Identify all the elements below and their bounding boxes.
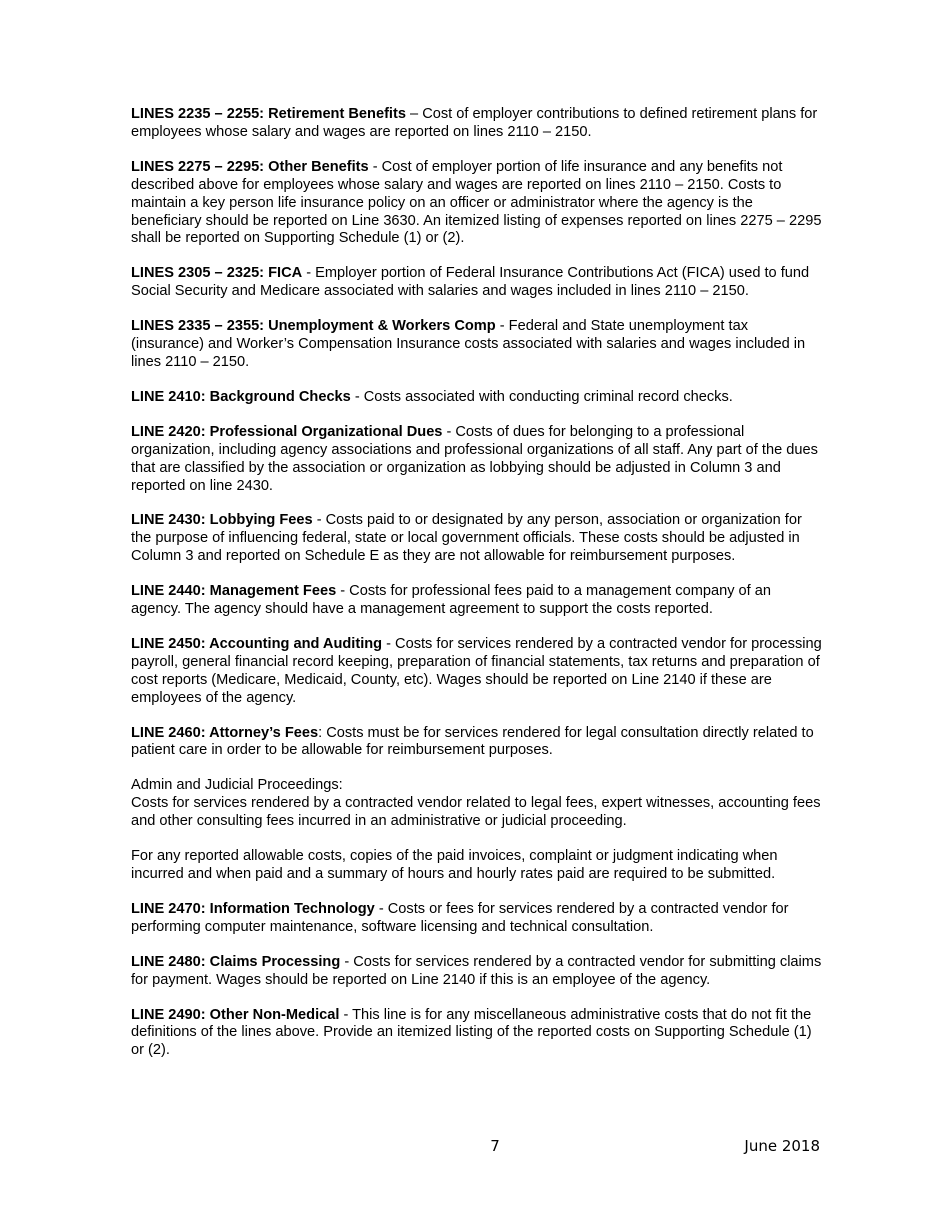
section-heading: LINE 2450: Accounting and Auditing [131, 635, 383, 652]
section-accounting-auditing [131, 636, 823, 708]
section-fica [131, 265, 823, 301]
section-lobbying-fees [131, 512, 823, 566]
section-text: - Costs for professional fees paid to a management company of an agency. The agency should have a management agreement to support the costs reported. [131, 583, 772, 618]
section-other-non-medical [131, 1007, 823, 1061]
section-text: - Cost of employer portion of life insurance and any benefits not described above for employees whose salary and wages are reported on lines 2110 – 2150. Costs to maintain a key person life insurance policy on an officer or administrator where the agency is the beneficiary should be reported on Line 3630. An itemized listing of expenses reported on lines 2275 – 2295 shall be reported on Supporting Schedule (1) or (2). [131, 158, 822, 247]
section-text: - Federal and State unemployment tax (insurance) and Worker’s Compensation Insurance costs associated with salaries and wages included in lines 2110 – 2150. [131, 318, 806, 370]
section-text: - This line is for any miscellaneous administrative costs that do not fit the definitions of the lines above. Provide an itemized listing of the reported costs on Supporting Schedule (1) or (2). [131, 1006, 812, 1059]
section-heading: LINE 2420: Professional Organizational Dues [131, 423, 443, 440]
section-heading: LINE 2430: Lobbying Fees [131, 512, 313, 529]
section-heading: LINE 2480: Claims Processing [131, 953, 341, 970]
allowable-costs-note: For any reported allowable costs, copies of the paid invoices, complaint or judgment indicating when incurred and when paid and a summary of hours and hourly rates paid are required to be submitted. [131, 848, 778, 882]
section-claims-processing [131, 954, 823, 990]
admin-proceedings-title: Admin and Judicial Proceedings: [131, 777, 343, 794]
section-text: - Costs paid to or designated by any person, association or organization for the purpose of influencing federal, state or local government officials. These costs should be adjusted in Column 3 and reported on Schedule E as they are not allowable for reimbursement purposes. [131, 512, 802, 565]
section-text: - Costs of dues for belonging to a professional organization, including agency associations and professional organizations of all staff. Any part of the dues that are classified by the association or organization as lobbying should be adjusted in Column 3 and reported on line 2430. [131, 423, 818, 494]
section-other-benefits [131, 159, 823, 249]
section-management-fees [131, 583, 823, 619]
section-heading: LINES 2235 – 2255: Retirement Benefits [131, 106, 406, 122]
section-heading: LINES 2305 – 2325: FICA [131, 265, 303, 282]
section-retirement-benefits [131, 106, 823, 142]
section-heading: LINES 2275 – 2295: Other Benefits [131, 158, 369, 175]
section-attorneys-fees [131, 725, 823, 761]
admin-proceedings-text: Costs for services rendered by a contracted vendor related to legal fees, expert witnesses, accounting fees and other consulting fees incurred in an administrative or judicial proceeding. [131, 795, 821, 830]
section-text: - Costs or fees for services rendered by a contracted vendor for performing computer maintenance, software licensing and technical consultation. [131, 900, 789, 935]
section-heading: LINES 2335 – 2355: Unemployment & Workers Comp [131, 318, 496, 335]
section-heading: LINE 2460: Attorney’s Fees [131, 724, 319, 741]
section-heading: LINE 2470: Information Technology [131, 900, 375, 917]
section-text: - Costs for services rendered by a contracted vendor for processing payroll, general financial record keeping, preparation of financial statements, tax returns and preparation of cost reports (Medicare, Medicaid, County, etc). Wages should be reported on Line 2140 if these are employees of the agency. [131, 635, 822, 706]
document-body [131, 106, 823, 1077]
footer-date: June 2018 [744, 1137, 820, 1155]
section-background-checks [131, 389, 823, 407]
section-text: - Costs associated with conducting criminal record checks. [350, 388, 733, 405]
page-number: 7 [490, 1137, 500, 1155]
section-heading: LINE 2440: Management Fees [131, 583, 337, 600]
section-heading: LINE 2410: Background Checks [131, 388, 351, 405]
section-text: - Costs for services rendered by a contracted vendor for submitting claims for payment. Wages should be reported on Line 2140 if this is an employee of the agency. [131, 953, 822, 988]
section-professional-dues [131, 424, 823, 496]
section-unemployment-workers-comp [131, 318, 823, 372]
section-text: – Cost of employer contributions to defined retirement plans for employees whose salary and wages are reported on lines 2110 – 2150. [131, 106, 818, 140]
section-information-technology [131, 901, 823, 937]
section-text: - Employer portion of Federal Insurance Contributions Act (FICA) used to fund Social Security and Medicare associated with salaries and wages included in lines 2110 – 2150. [131, 265, 810, 300]
section-text: : Costs must be for services rendered for legal consultation directly related to patient care in order to be allowable for reimbursement purposes. [131, 724, 814, 759]
section-heading: LINE 2490: Other Non-Medical [131, 1006, 340, 1023]
